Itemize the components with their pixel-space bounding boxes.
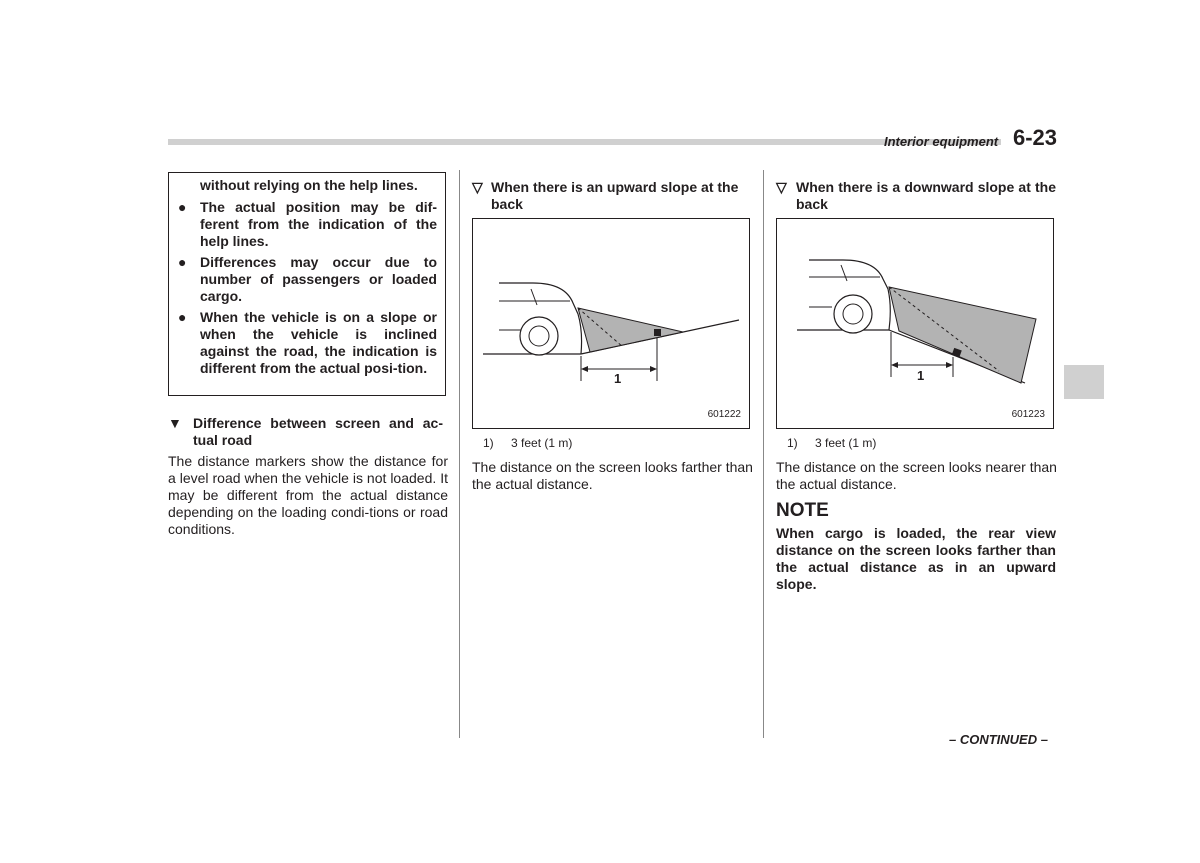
body-paragraph: The distance markers show the distance for a level road when the vehicle is not loaded. It may be different from the actual distance depending on the loading condi-tions or road conditions. xyxy=(168,453,448,537)
body-paragraph: The distance on the screen looks farther than the actual distance. xyxy=(472,459,753,492)
warning-bullet-3: When the vehicle is on a slope or when the vehicle is inclined against the road, the indication is different from the actual posi-tion. xyxy=(200,309,437,376)
upward-slope-diagram xyxy=(473,219,751,430)
subsection-heading: When there is an upward slope at the back xyxy=(491,179,739,212)
outline-triangle-icon: ▽ xyxy=(776,179,787,195)
figure-downward-slope xyxy=(776,218,1054,429)
bullet-icon: ● xyxy=(178,309,187,325)
column-divider xyxy=(763,170,764,738)
subsection-heading: When there is a downward slope at the back xyxy=(796,179,1056,212)
outline-triangle-icon: ▽ xyxy=(472,179,483,195)
column-divider xyxy=(459,170,460,738)
warning-bullet-1: The actual position may be dif-ferent from the indication of the help lines. xyxy=(200,199,437,249)
section-heading: Difference between screen and ac-tual road xyxy=(193,415,443,448)
body-paragraph: The distance on the screen looks nearer than the actual distance. xyxy=(776,459,1057,492)
figure-caption xyxy=(483,436,572,450)
filled-triangle-icon: ▼ xyxy=(168,415,182,431)
downward-slope-diagram xyxy=(777,219,1055,430)
chapter-tab xyxy=(1064,365,1104,399)
note-title: NOTE xyxy=(776,500,829,521)
caption-text: 3 feet (1 m) xyxy=(815,436,877,450)
figure-code: 601222 xyxy=(707,409,741,420)
caption-number: 1) xyxy=(483,436,494,450)
note-text: When cargo is loaded, the rear view distance on the screen looks farther than the actual distance as in an upward slope. xyxy=(776,525,1056,592)
figure-code: 601223 xyxy=(1011,409,1045,420)
caption-number: 1) xyxy=(787,436,798,450)
section-title: Interior equipment xyxy=(884,134,999,149)
page-number: 6-23 xyxy=(1013,125,1058,150)
figure-caption xyxy=(787,436,876,450)
warning-continuation: without relying on the help lines. xyxy=(200,177,418,193)
warning-bullet-2: Differences may occur due to number of passengers or loaded cargo. xyxy=(200,254,437,304)
dimension-label: 1 xyxy=(917,368,925,383)
figure-upward-slope xyxy=(472,218,750,429)
continued-label: – CONTINUED – xyxy=(949,732,1048,747)
header-rule xyxy=(168,139,1001,145)
bullet-icon: ● xyxy=(178,199,187,215)
dimension-label: 1 xyxy=(614,371,622,386)
caption-text: 3 feet (1 m) xyxy=(511,436,573,450)
bullet-icon: ● xyxy=(178,254,187,270)
